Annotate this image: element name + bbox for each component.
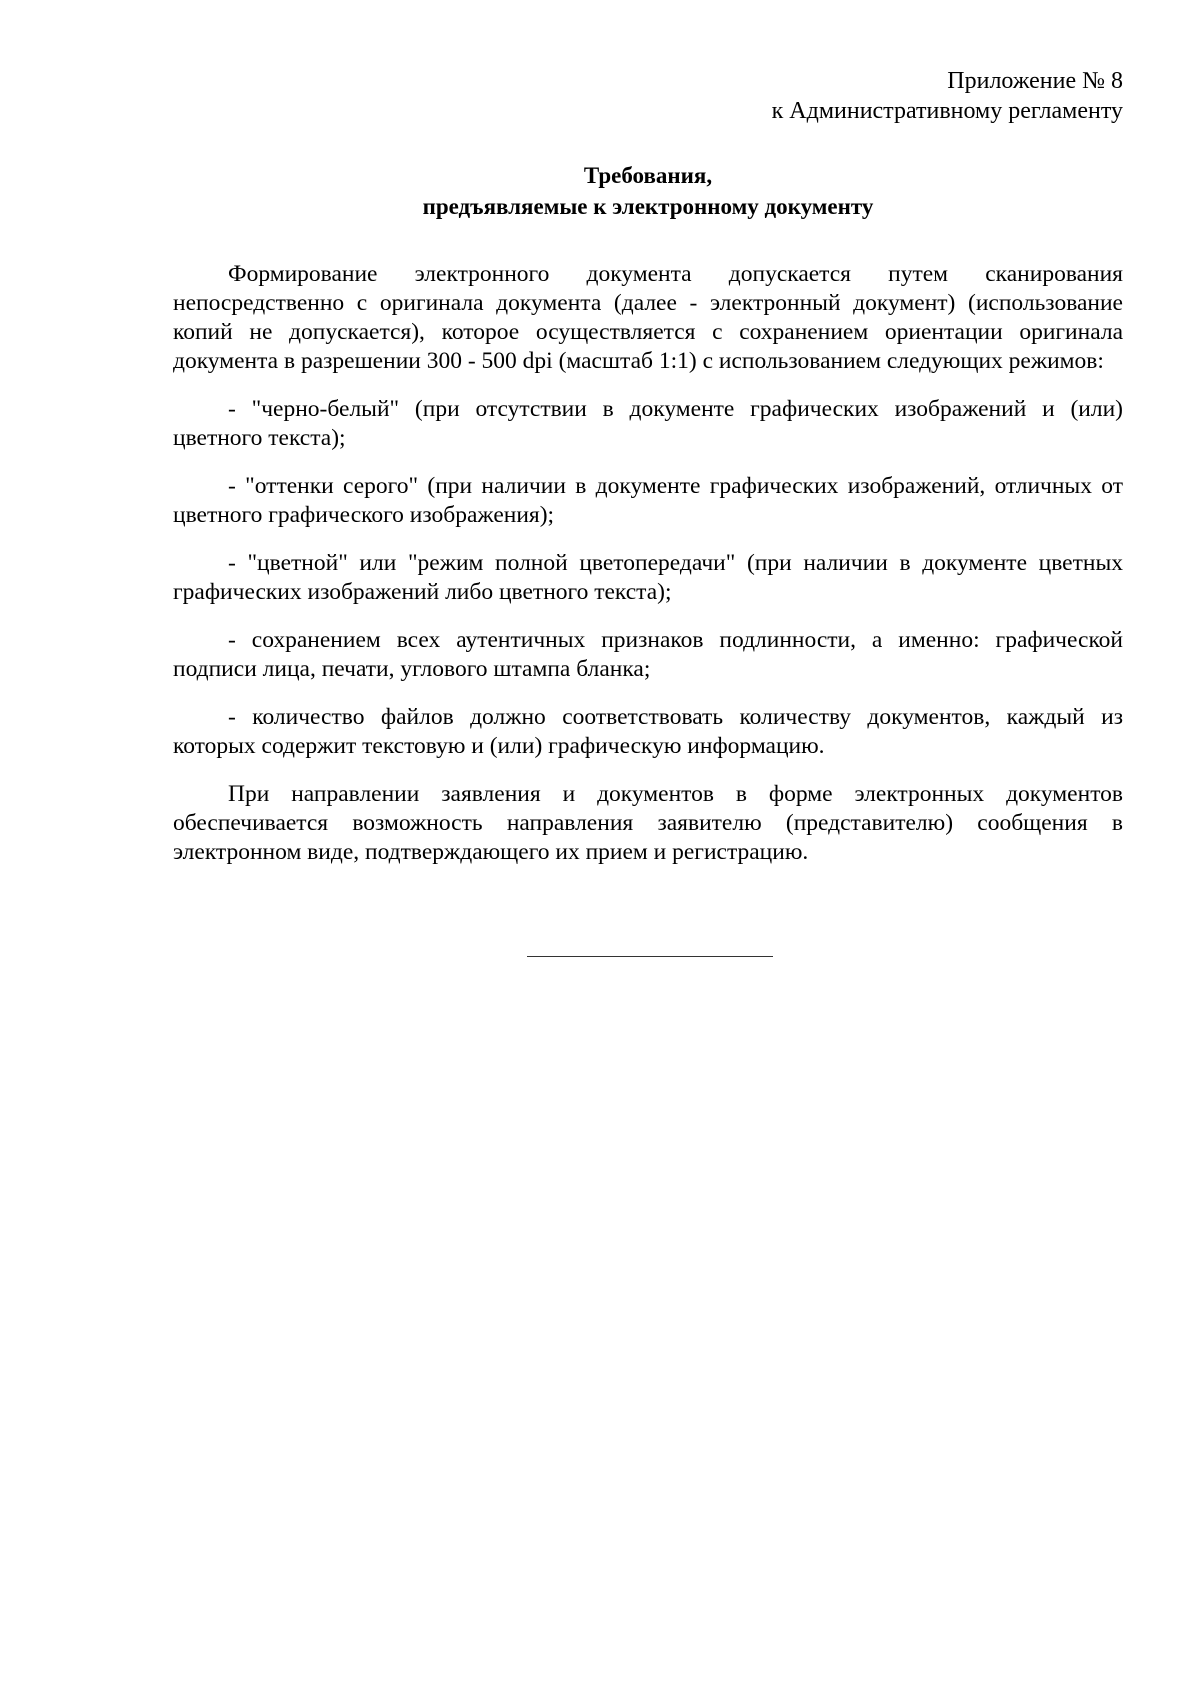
appendix-number: Приложение № 8 (947, 68, 1123, 94)
document-page (173, 66, 1123, 886)
item-authenticity-signs: - сохранением всех аутентичных признаков подлинности, а именно: графической подписи лица, печати, углового штампа бланка; (173, 627, 1123, 682)
intro-paragraph: Формирование электронного документа допускается путем сканирования непосредственно с оригинала документа (далее - электронный документ) (использование копий не допускается), которое осуществляется с сохранением ориентации оригинала документа в разрешении 300 - 500 dpi (масштаб 1:1) с использованием следующих режимов: (173, 261, 1123, 374)
mode-item-grayscale: - "оттенки серого" (при наличии в документе графических изображений, отличных от цветного графического изображения); (173, 473, 1123, 528)
item-file-count: - количество файлов должно соответствовать количеству документов, каждый из которых содержит текстовую и (или) графическую информацию. (173, 704, 1123, 759)
appendix-header (173, 66, 1123, 126)
closing-paragraph: При направлении заявления и документов в форме электронных документов обеспечивается возможность направления заявителю (представителю) сообщения в электронном виде, подтверждающего их прием и регистрацию. (173, 781, 1123, 865)
mode-item-color: - "цветной" или "режим полной цветопередачи" (при наличии в документе цветных графических изображений либо цветного текста); (173, 550, 1123, 605)
document-title (173, 160, 1123, 222)
title-line-2: предъявляемые к электронному документу (422, 194, 874, 219)
appendix-reference: к Административному регламенту (771, 98, 1123, 124)
title-line-1: Требования, (583, 163, 713, 188)
mode-item-black-white: - "черно-белый" (при отсутствии в документе графических изображений и (или) цветного текста); (173, 396, 1123, 451)
document-body (173, 260, 1123, 867)
end-divider (527, 956, 773, 957)
